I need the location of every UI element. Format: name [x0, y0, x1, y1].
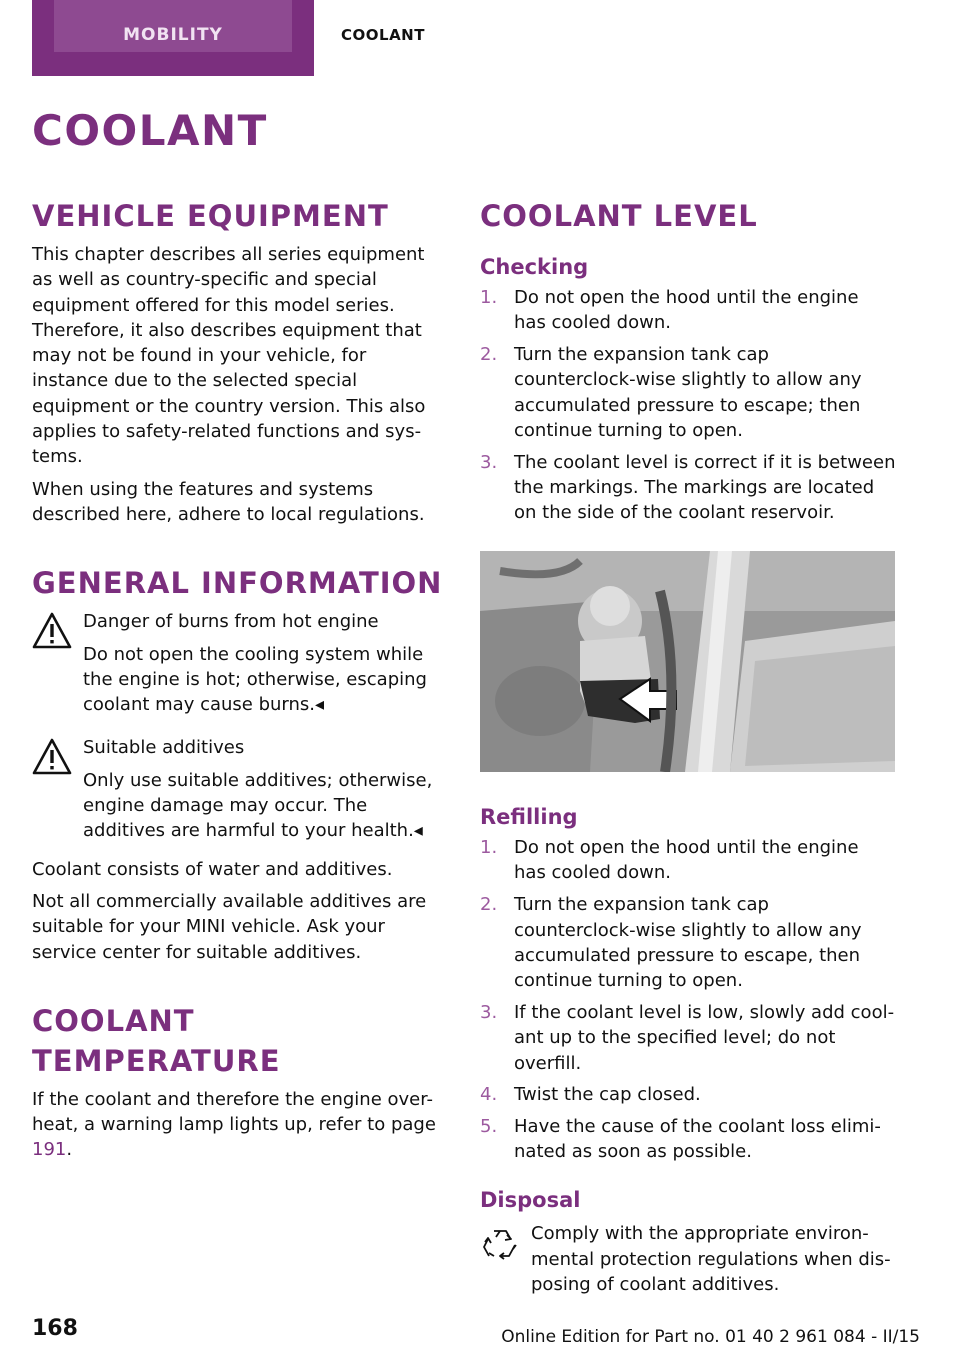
- page-reference-link[interactable]: 191: [32, 1139, 67, 1161]
- disposal-text: Comply with the appropriate environ-mental protection regulations when dis-posing of coolant additives.: [531, 1223, 891, 1295]
- disposal-heading: Disposal: [480, 1188, 581, 1213]
- warning-additives-title: Suitable additives: [83, 737, 245, 759]
- chapter-tab-label: MOBILITY: [54, 0, 292, 52]
- vehicle-equipment-paragraph-2: When using the features and systems described here, adhere to local regulations.: [32, 478, 425, 525]
- disposal-note: [480, 1221, 896, 1297]
- warning-burns: [32, 609, 448, 717]
- warning-additives: [32, 735, 448, 843]
- warning-burns-text: Do not open the cooling system while the engine is hot; otherwise, escaping coolant may cause burns.◂: [83, 643, 427, 716]
- warning-triangle-icon: [32, 611, 72, 651]
- list-item: [480, 342, 896, 443]
- refilling-heading: Refilling: [480, 805, 578, 830]
- checking-steps: [480, 285, 896, 526]
- list-item: [480, 1114, 896, 1165]
- coolant-temperature-text: If the coolant and therefore the engine over-heat, a warning lamp lights up, refer to page: [32, 1088, 436, 1136]
- page-title: COOLANT: [32, 106, 268, 155]
- checking-heading: Checking: [480, 255, 589, 279]
- warning-additives-text: Only use suitable additives; otherwise, engine damage may occur. The additives are harmful to your health.◂: [83, 769, 433, 842]
- step-number: 3.: [480, 451, 498, 473]
- engine-bay-illustration: [480, 551, 895, 772]
- warning-triangle-icon: [32, 737, 72, 777]
- list-item: [480, 1082, 896, 1107]
- step-number: 1.: [480, 287, 498, 308]
- list-item: [480, 1000, 896, 1076]
- list-item: [480, 892, 896, 993]
- chapter-tab[interactable]: [32, 0, 314, 76]
- recycle-icon: [480, 1225, 520, 1265]
- warning-burns-title: Danger of burns from hot engine: [83, 611, 379, 633]
- step-number: 3.: [480, 1001, 498, 1023]
- refilling-steps: [480, 835, 896, 1165]
- list-item: [480, 285, 896, 336]
- vehicle-equipment-heading: VEHICLE EQUIPMENT: [32, 199, 389, 233]
- coolant-temperature-heading: COOLANT TEMPERATURE: [32, 1003, 281, 1078]
- vehicle-equipment-paragraph-1: This chapter describes all series equipment as well as country-specific and special equipment offered for this model series. Therefore, it also describes equipment that may not be found in your vehicle, for instance due to the selected special equipment or the country version. This also applies to safety-related functions and sys-tems.: [32, 244, 426, 468]
- step-text: The coolant level is correct if it is between the markings. The markings are located on the side of the coolant reservoir.: [514, 451, 896, 524]
- right-column: [480, 196, 896, 1297]
- general-information-paragraph-2: Not all commercially available additives are suitable for your MINI vehicle. Ask your service center for suitable additives.: [32, 890, 427, 963]
- edition-footer: Online Edition for Part no. 01 40 2 961 084 - II/15: [501, 1327, 920, 1347]
- left-column: [32, 196, 448, 1163]
- list-item: [480, 450, 896, 526]
- step-text: Do not open the hood until the engine has cooled down.: [514, 837, 859, 884]
- coolant-temperature-suffix: .: [66, 1139, 73, 1161]
- general-information-heading: GENERAL INFORMATION: [32, 566, 443, 601]
- step-text: Have the cause of the coolant loss elimi-nated as soon as possible.: [514, 1116, 881, 1163]
- step-number: 1.: [480, 837, 498, 859]
- list-item: [480, 835, 896, 886]
- step-text: Do not open the hood until the engine has cooled down.: [514, 287, 859, 334]
- step-number: 5.: [480, 1116, 498, 1138]
- step-number: 2.: [480, 894, 498, 916]
- step-number: 2.: [480, 344, 498, 366]
- step-text: Twist the cap closed.: [514, 1084, 701, 1106]
- general-information-paragraph-1: Coolant consists of water and additives.: [32, 858, 393, 880]
- coolant-temperature-paragraph: [32, 1087, 448, 1163]
- section-tab[interactable]: COOLANT: [341, 26, 425, 44]
- page-number: 168: [32, 1316, 78, 1341]
- step-text: If the coolant level is low, slowly add cool-ant up to the specified level; do not overfill.: [514, 1001, 895, 1074]
- step-text: Turn the expansion tank cap counterclock-wise slightly to allow any accumulated pressure to escape; then continue turning to open.: [514, 344, 862, 441]
- coolant-level-heading: COOLANT LEVEL: [480, 199, 758, 233]
- step-number: 4.: [480, 1084, 498, 1106]
- step-text: Turn the expansion tank cap counterclock-wise slightly to allow any accumulated pressure to escape, then continue turning to open.: [514, 894, 862, 992]
